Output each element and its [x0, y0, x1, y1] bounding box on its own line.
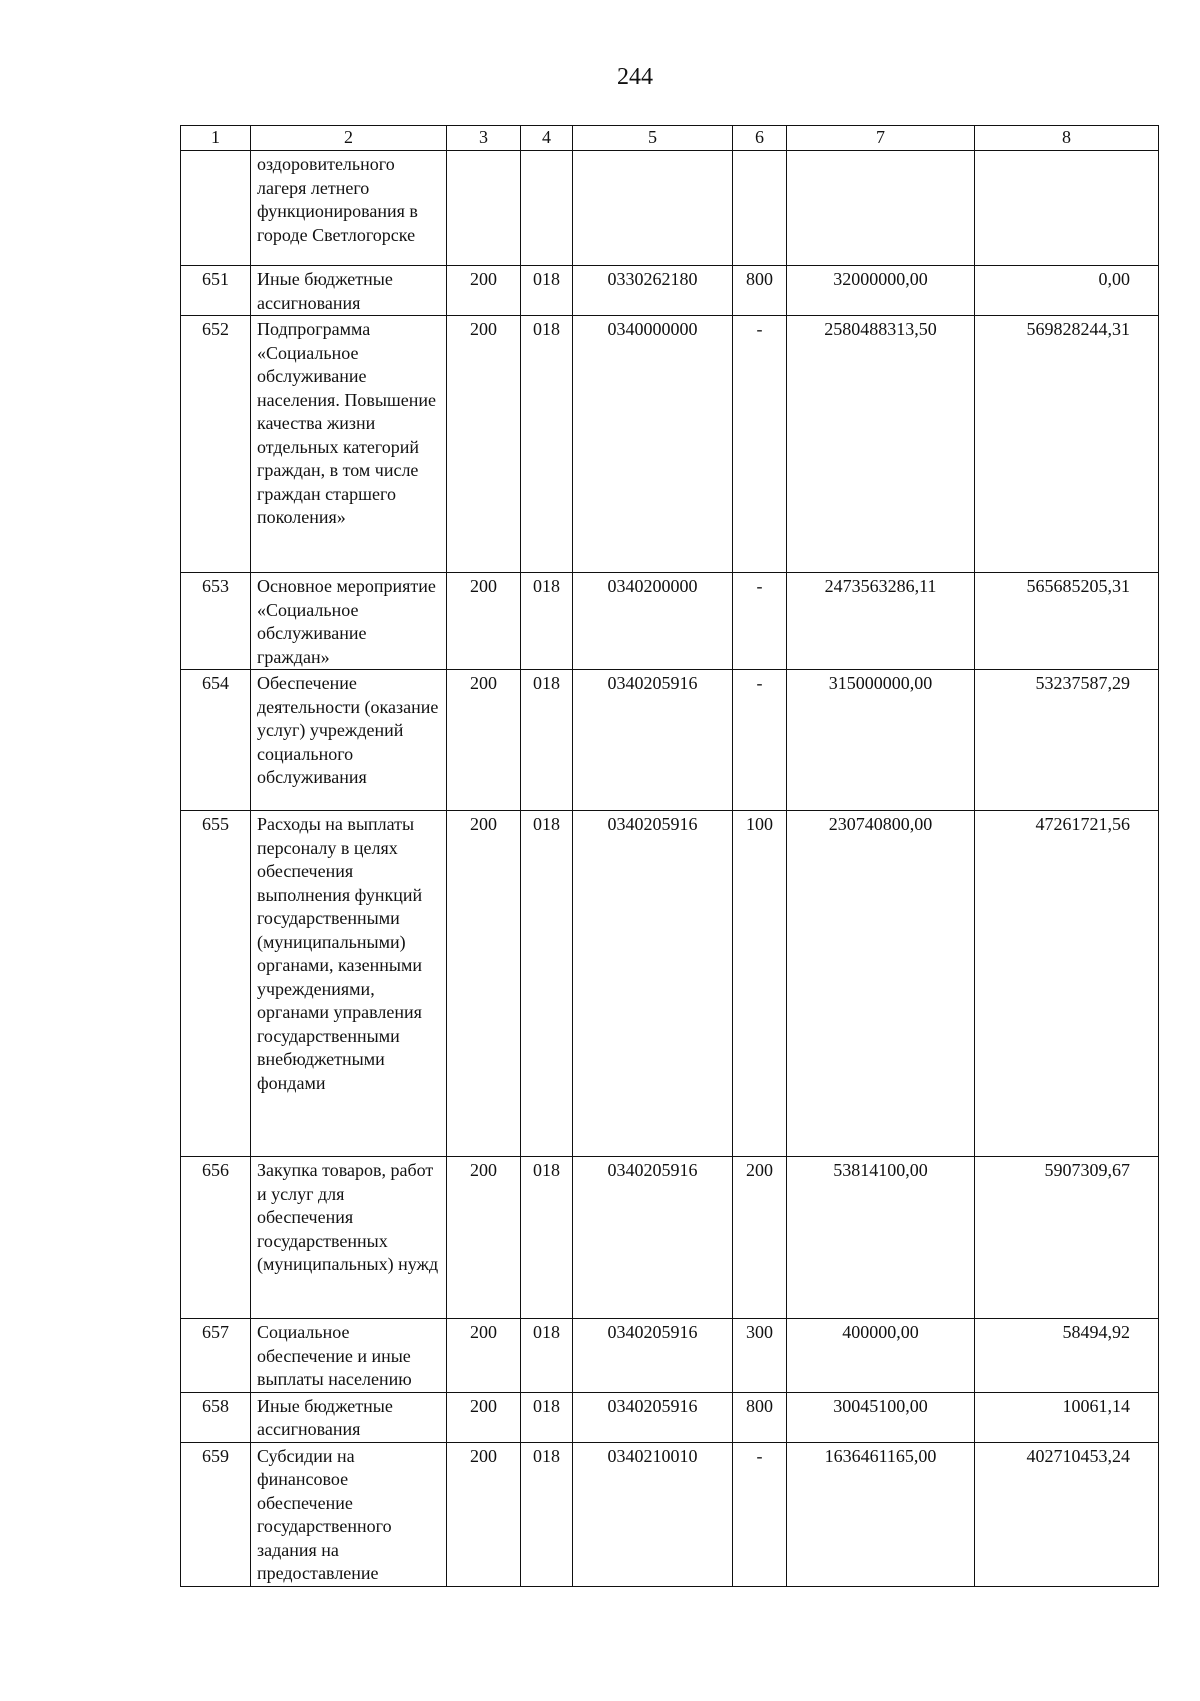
header-cell: 2	[251, 126, 447, 151]
header-cell: 3	[447, 126, 521, 151]
executed-amount-cell: 5907309,67	[975, 1157, 1159, 1319]
target-article-cell: 0340205916	[573, 670, 733, 811]
approved-amount-cell: 315000000,00	[787, 670, 975, 811]
approved-amount-cell: 2473563286,11	[787, 573, 975, 670]
executed-amount-cell: 53237587,29	[975, 670, 1159, 811]
row-number-cell: 657	[181, 1319, 251, 1393]
row-number-cell: 653	[181, 573, 251, 670]
expense-type-cell: 800	[733, 1392, 787, 1442]
ministry-code-cell	[447, 151, 521, 266]
ministry-code-cell: 200	[447, 1157, 521, 1319]
table-row	[181, 573, 1159, 670]
section-code-cell: 018	[521, 316, 573, 573]
table-row	[181, 151, 1159, 266]
target-article-cell: 0340200000	[573, 573, 733, 670]
executed-amount-cell: 569828244,31	[975, 316, 1159, 573]
section-code-cell: 018	[521, 670, 573, 811]
table-row	[181, 811, 1159, 1157]
target-article-cell: 0340205916	[573, 811, 733, 1157]
approved-amount-cell: 230740800,00	[787, 811, 975, 1157]
expense-type-cell: -	[733, 573, 787, 670]
ministry-code-cell: 200	[447, 316, 521, 573]
item-name-cell: Иные бюджетные ассигнования	[251, 266, 447, 316]
header-cell: 8	[975, 126, 1159, 151]
row-number-cell: 651	[181, 266, 251, 316]
table-row	[181, 1319, 1159, 1393]
row-number-cell: 659	[181, 1442, 251, 1586]
executed-amount-cell: 402710453,24	[975, 1442, 1159, 1586]
section-code-cell: 018	[521, 266, 573, 316]
target-article-cell: 0340205916	[573, 1319, 733, 1393]
table-row	[181, 1157, 1159, 1319]
table-row	[181, 670, 1159, 811]
ministry-code-cell: 200	[447, 670, 521, 811]
row-number-cell: 656	[181, 1157, 251, 1319]
ministry-code-cell: 200	[447, 1319, 521, 1393]
expense-type-cell: 200	[733, 1157, 787, 1319]
ministry-code-cell: 200	[447, 1392, 521, 1442]
item-name-cell: Закупка товаров, работ и услуг для обеспечения государственных (муниципальных) нужд	[251, 1157, 447, 1319]
target-article-cell: 0340205916	[573, 1392, 733, 1442]
item-name-cell: Основное мероприятие «Социальное обслуживание граждан»	[251, 573, 447, 670]
expense-type-cell: -	[733, 316, 787, 573]
section-code-cell: 018	[521, 811, 573, 1157]
expense-type-cell: -	[733, 1442, 787, 1586]
header-cell: 6	[733, 126, 787, 151]
item-name-cell: Социальное обеспечение и иные выплаты населению	[251, 1319, 447, 1393]
target-article-cell	[573, 151, 733, 266]
target-article-cell: 0340210010	[573, 1442, 733, 1586]
section-code-cell: 018	[521, 1442, 573, 1586]
executed-amount-cell: 0,00	[975, 266, 1159, 316]
budget-table	[180, 125, 1159, 1587]
row-number-cell	[181, 151, 251, 266]
expense-type-cell: 800	[733, 266, 787, 316]
target-article-cell: 0340000000	[573, 316, 733, 573]
table-row	[181, 1442, 1159, 1586]
section-code-cell: 018	[521, 1392, 573, 1442]
executed-amount-cell	[975, 151, 1159, 266]
executed-amount-cell: 565685205,31	[975, 573, 1159, 670]
header-cell: 7	[787, 126, 975, 151]
approved-amount-cell: 1636461165,00	[787, 1442, 975, 1586]
section-code-cell: 018	[521, 573, 573, 670]
expense-type-cell	[733, 151, 787, 266]
section-code-cell: 018	[521, 1157, 573, 1319]
executed-amount-cell: 58494,92	[975, 1319, 1159, 1393]
expense-type-cell: 100	[733, 811, 787, 1157]
row-number-cell: 655	[181, 811, 251, 1157]
executed-amount-cell: 10061,14	[975, 1392, 1159, 1442]
page-number: 244	[617, 64, 653, 90]
approved-amount-cell: 30045100,00	[787, 1392, 975, 1442]
item-name-cell: оздоровительного лагеря летнего функционирования в городе Светлогорске	[251, 151, 447, 266]
expense-type-cell: 300	[733, 1319, 787, 1393]
executed-amount-cell: 47261721,56	[975, 811, 1159, 1157]
table-row	[181, 1392, 1159, 1442]
ministry-code-cell: 200	[447, 573, 521, 670]
header-cell: 4	[521, 126, 573, 151]
header-cell: 1	[181, 126, 251, 151]
target-article-cell: 0330262180	[573, 266, 733, 316]
table-header-row	[181, 126, 1159, 151]
header-cell: 5	[573, 126, 733, 151]
table-row	[181, 266, 1159, 316]
item-name-cell: Субсидии на финансовое обеспечение государственного задания на предоставление	[251, 1442, 447, 1586]
table-row	[181, 316, 1159, 573]
approved-amount-cell: 53814100,00	[787, 1157, 975, 1319]
row-number-cell: 654	[181, 670, 251, 811]
ministry-code-cell: 200	[447, 1442, 521, 1586]
item-name-cell: Подпрограмма «Социальное обслуживание населения. Повышение качества жизни отдельных категорий граждан, в том числе граждан старшего поколения»	[251, 316, 447, 573]
expense-type-cell: -	[733, 670, 787, 811]
approved-amount-cell: 400000,00	[787, 1319, 975, 1393]
item-name-cell: Обеспечение деятельности (оказание услуг) учреждений социального обслуживания	[251, 670, 447, 811]
item-name-cell: Расходы на выплаты персоналу в целях обеспечения выполнения функций государственными (муниципальными) органами, казенными учреждениями, органами управления государственными внебюджетными фондами	[251, 811, 447, 1157]
row-number-cell: 652	[181, 316, 251, 573]
ministry-code-cell: 200	[447, 266, 521, 316]
ministry-code-cell: 200	[447, 811, 521, 1157]
approved-amount-cell: 2580488313,50	[787, 316, 975, 573]
approved-amount-cell	[787, 151, 975, 266]
section-code-cell: 018	[521, 1319, 573, 1393]
item-name-cell: Иные бюджетные ассигнования	[251, 1392, 447, 1442]
approved-amount-cell: 32000000,00	[787, 266, 975, 316]
row-number-cell: 658	[181, 1392, 251, 1442]
section-code-cell	[521, 151, 573, 266]
target-article-cell: 0340205916	[573, 1157, 733, 1319]
